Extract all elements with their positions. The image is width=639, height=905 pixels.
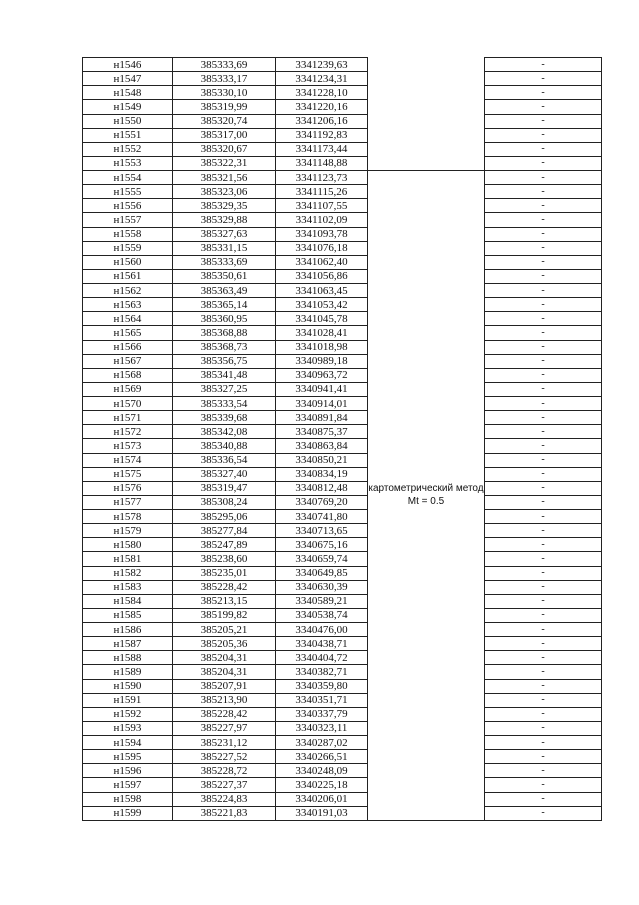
y-coordinate-cell: 3340266,51 <box>276 750 368 764</box>
x-coordinate-cell: 385333,69 <box>173 255 276 269</box>
table-row <box>83 312 602 326</box>
accuracy-cell: - <box>485 312 602 326</box>
x-coordinate-cell: 385330,10 <box>173 86 276 100</box>
point-id-cell: н1569 <box>83 382 173 396</box>
table-row <box>83 298 602 312</box>
table-row <box>83 382 602 396</box>
point-id-cell: н1551 <box>83 128 173 142</box>
point-id-cell: н1550 <box>83 114 173 128</box>
table-row <box>83 623 602 637</box>
table-row <box>83 368 602 382</box>
accuracy-cell: - <box>485 721 602 735</box>
accuracy-cell: - <box>485 594 602 608</box>
table-row <box>83 707 602 721</box>
y-coordinate-cell: 3340863,84 <box>276 439 368 453</box>
x-coordinate-cell: 385319,99 <box>173 100 276 114</box>
accuracy-cell: - <box>485 298 602 312</box>
table-row <box>83 721 602 735</box>
accuracy-cell: - <box>485 227 602 241</box>
table-row <box>83 269 602 283</box>
y-coordinate-cell: 3341063,45 <box>276 284 368 298</box>
point-id-cell: н1587 <box>83 637 173 651</box>
accuracy-cell: - <box>485 764 602 778</box>
point-id-cell: н1595 <box>83 750 173 764</box>
y-coordinate-cell: 3340404,72 <box>276 651 368 665</box>
x-coordinate-cell: 385360,95 <box>173 312 276 326</box>
y-coordinate-cell: 3341123,73 <box>276 171 368 185</box>
x-coordinate-cell: 385228,42 <box>173 580 276 594</box>
y-coordinate-cell: 3341115,26 <box>276 185 368 199</box>
table-row <box>83 778 602 792</box>
table-row <box>83 608 602 622</box>
point-id-cell: н1592 <box>83 707 173 721</box>
table-row <box>83 227 602 241</box>
y-coordinate-cell: 3341053,42 <box>276 298 368 312</box>
accuracy-cell: - <box>485 552 602 566</box>
table-row <box>83 326 602 340</box>
y-coordinate-cell: 3340538,74 <box>276 608 368 622</box>
point-id-cell: н1597 <box>83 778 173 792</box>
x-coordinate-cell: 385308,24 <box>173 495 276 509</box>
table-row <box>83 185 602 199</box>
y-coordinate-cell: 3340713,65 <box>276 524 368 538</box>
coordinates-table-body <box>83 58 602 821</box>
point-id-cell: н1554 <box>83 171 173 185</box>
accuracy-cell: - <box>485 439 602 453</box>
y-coordinate-cell: 3340359,80 <box>276 679 368 693</box>
table-row <box>83 651 602 665</box>
table-row <box>83 679 602 693</box>
y-coordinate-cell: 3340382,71 <box>276 665 368 679</box>
accuracy-cell: - <box>485 199 602 213</box>
accuracy-cell: - <box>485 86 602 100</box>
y-coordinate-cell: 3341173,44 <box>276 142 368 156</box>
x-coordinate-cell: 385320,74 <box>173 114 276 128</box>
x-coordinate-cell: 385331,15 <box>173 241 276 255</box>
x-coordinate-cell: 385235,01 <box>173 566 276 580</box>
point-id-cell: н1576 <box>83 481 173 495</box>
point-id-cell: н1565 <box>83 326 173 340</box>
y-coordinate-cell: 3340941,41 <box>276 382 368 396</box>
y-coordinate-cell: 3340248,09 <box>276 764 368 778</box>
x-coordinate-cell: 385227,37 <box>173 778 276 792</box>
accuracy-cell: - <box>485 566 602 580</box>
table-row <box>83 340 602 354</box>
y-coordinate-cell: 3340589,21 <box>276 594 368 608</box>
y-coordinate-cell: 3341148,88 <box>276 156 368 170</box>
point-id-cell: н1594 <box>83 736 173 750</box>
y-coordinate-cell: 3341045,78 <box>276 312 368 326</box>
table-row <box>83 142 602 156</box>
x-coordinate-cell: 385207,91 <box>173 679 276 693</box>
x-coordinate-cell: 385221,83 <box>173 806 276 820</box>
y-coordinate-cell: 3341062,40 <box>276 255 368 269</box>
accuracy-cell: - <box>485 100 602 114</box>
point-id-cell: н1581 <box>83 552 173 566</box>
point-id-cell: н1548 <box>83 86 173 100</box>
y-coordinate-cell: 3341056,86 <box>276 269 368 283</box>
accuracy-cell: - <box>485 397 602 411</box>
point-id-cell: н1568 <box>83 368 173 382</box>
table-row <box>83 481 602 495</box>
y-coordinate-cell: 3340834,19 <box>276 467 368 481</box>
y-coordinate-cell: 3341093,78 <box>276 227 368 241</box>
point-id-cell: н1553 <box>83 156 173 170</box>
x-coordinate-cell: 385333,17 <box>173 72 276 86</box>
y-coordinate-cell: 3340337,79 <box>276 707 368 721</box>
accuracy-cell: - <box>485 114 602 128</box>
x-coordinate-cell: 385319,47 <box>173 481 276 495</box>
point-id-cell: н1583 <box>83 580 173 594</box>
x-coordinate-cell: 385213,15 <box>173 594 276 608</box>
x-coordinate-cell: 385333,54 <box>173 397 276 411</box>
table-row <box>83 453 602 467</box>
x-coordinate-cell: 385204,31 <box>173 651 276 665</box>
point-id-cell: н1566 <box>83 340 173 354</box>
table-row <box>83 736 602 750</box>
y-coordinate-cell: 3340875,37 <box>276 425 368 439</box>
point-id-cell: н1571 <box>83 411 173 425</box>
accuracy-cell: - <box>485 354 602 368</box>
y-coordinate-cell: 3340287,02 <box>276 736 368 750</box>
accuracy-cell: - <box>485 185 602 199</box>
table-row <box>83 580 602 594</box>
table-row <box>83 495 602 509</box>
y-coordinate-cell: 3341234,31 <box>276 72 368 86</box>
accuracy-cell: - <box>485 326 602 340</box>
point-id-cell: н1562 <box>83 284 173 298</box>
x-coordinate-cell: 385321,56 <box>173 171 276 185</box>
y-coordinate-cell: 3340741,80 <box>276 510 368 524</box>
y-coordinate-cell: 3341239,63 <box>276 58 368 72</box>
accuracy-cell: - <box>485 284 602 298</box>
table-row <box>83 750 602 764</box>
point-id-cell: н1546 <box>83 58 173 72</box>
accuracy-cell: - <box>485 411 602 425</box>
table-row <box>83 128 602 142</box>
point-id-cell: н1586 <box>83 623 173 637</box>
x-coordinate-cell: 385339,68 <box>173 411 276 425</box>
method-description: картометрический метод Mt = 0.5 <box>368 171 485 821</box>
x-coordinate-cell: 385317,00 <box>173 128 276 142</box>
point-id-cell: н1549 <box>83 100 173 114</box>
point-id-cell: н1570 <box>83 397 173 411</box>
y-coordinate-cell: 3340225,18 <box>276 778 368 792</box>
x-coordinate-cell: 385341,48 <box>173 368 276 382</box>
point-id-cell: н1552 <box>83 142 173 156</box>
x-coordinate-cell: 385204,31 <box>173 665 276 679</box>
table-row <box>83 255 602 269</box>
y-coordinate-cell: 3340812,48 <box>276 481 368 495</box>
y-coordinate-cell: 3340914,01 <box>276 397 368 411</box>
point-id-cell: н1559 <box>83 241 173 255</box>
table-row <box>83 538 602 552</box>
x-coordinate-cell: 385227,97 <box>173 721 276 735</box>
accuracy-cell: - <box>485 269 602 283</box>
y-coordinate-cell: 3340659,74 <box>276 552 368 566</box>
table-row <box>83 524 602 538</box>
accuracy-cell: - <box>485 453 602 467</box>
table-row <box>83 284 602 298</box>
x-coordinate-cell: 385238,60 <box>173 552 276 566</box>
accuracy-cell: - <box>485 213 602 227</box>
y-coordinate-cell: 3340769,20 <box>276 495 368 509</box>
x-coordinate-cell: 385368,73 <box>173 340 276 354</box>
accuracy-cell: - <box>485 637 602 651</box>
table-row <box>83 665 602 679</box>
coordinates-table <box>82 57 602 821</box>
x-coordinate-cell: 385329,88 <box>173 213 276 227</box>
x-coordinate-cell: 385363,49 <box>173 284 276 298</box>
table-row <box>83 58 602 72</box>
table-row <box>83 354 602 368</box>
table-row <box>83 241 602 255</box>
y-coordinate-cell: 3340891,84 <box>276 411 368 425</box>
x-coordinate-cell: 385199,82 <box>173 608 276 622</box>
point-id-cell: н1555 <box>83 185 173 199</box>
table-row <box>83 171 602 185</box>
x-coordinate-cell: 385213,90 <box>173 693 276 707</box>
accuracy-cell: - <box>485 651 602 665</box>
accuracy-cell: - <box>485 538 602 552</box>
point-id-cell: н1584 <box>83 594 173 608</box>
y-coordinate-cell: 3340323,11 <box>276 721 368 735</box>
accuracy-cell: - <box>485 750 602 764</box>
point-id-cell: н1588 <box>83 651 173 665</box>
y-coordinate-cell: 3340438,71 <box>276 637 368 651</box>
x-coordinate-cell: 385227,52 <box>173 750 276 764</box>
table-row <box>83 637 602 651</box>
x-coordinate-cell: 385205,21 <box>173 623 276 637</box>
point-id-cell: н1558 <box>83 227 173 241</box>
table-row <box>83 566 602 580</box>
point-id-cell: н1557 <box>83 213 173 227</box>
accuracy-cell: - <box>485 58 602 72</box>
accuracy-cell: - <box>485 368 602 382</box>
point-id-cell: н1593 <box>83 721 173 735</box>
point-id-cell: н1572 <box>83 425 173 439</box>
x-coordinate-cell: 385228,72 <box>173 764 276 778</box>
y-coordinate-cell: 3341028,41 <box>276 326 368 340</box>
accuracy-cell: - <box>485 792 602 806</box>
x-coordinate-cell: 385224,83 <box>173 792 276 806</box>
method-cell-empty <box>368 58 485 171</box>
table-row <box>83 114 602 128</box>
point-id-cell: н1578 <box>83 510 173 524</box>
x-coordinate-cell: 385323,06 <box>173 185 276 199</box>
x-coordinate-cell: 385247,89 <box>173 538 276 552</box>
table-row <box>83 425 602 439</box>
x-coordinate-cell: 385277,84 <box>173 524 276 538</box>
table-row <box>83 594 602 608</box>
table-row <box>83 510 602 524</box>
table-row <box>83 411 602 425</box>
table-row <box>83 439 602 453</box>
x-coordinate-cell: 385342,08 <box>173 425 276 439</box>
accuracy-cell: - <box>485 255 602 269</box>
accuracy-cell: - <box>485 241 602 255</box>
x-coordinate-cell: 385336,54 <box>173 453 276 467</box>
y-coordinate-cell: 3340850,21 <box>276 453 368 467</box>
y-coordinate-cell: 3341228,10 <box>276 86 368 100</box>
accuracy-cell: - <box>485 495 602 509</box>
table-row <box>83 72 602 86</box>
point-id-cell: н1575 <box>83 467 173 481</box>
accuracy-cell: - <box>485 510 602 524</box>
table-row <box>83 764 602 778</box>
y-coordinate-cell: 3341220,16 <box>276 100 368 114</box>
y-coordinate-cell: 3340675,16 <box>276 538 368 552</box>
accuracy-cell: - <box>485 679 602 693</box>
y-coordinate-cell: 3340649,85 <box>276 566 368 580</box>
accuracy-cell: - <box>485 806 602 820</box>
accuracy-cell: - <box>485 171 602 185</box>
x-coordinate-cell: 385231,12 <box>173 736 276 750</box>
point-id-cell: н1560 <box>83 255 173 269</box>
point-id-cell: н1564 <box>83 312 173 326</box>
x-coordinate-cell: 385228,42 <box>173 707 276 721</box>
y-coordinate-cell: 3340191,03 <box>276 806 368 820</box>
accuracy-cell: - <box>485 481 602 495</box>
y-coordinate-cell: 3340351,71 <box>276 693 368 707</box>
accuracy-cell: - <box>485 623 602 637</box>
x-coordinate-cell: 385365,14 <box>173 298 276 312</box>
point-id-cell: н1580 <box>83 538 173 552</box>
accuracy-cell: - <box>485 736 602 750</box>
table-row <box>83 693 602 707</box>
x-coordinate-cell: 385368,88 <box>173 326 276 340</box>
point-id-cell: н1547 <box>83 72 173 86</box>
accuracy-cell: - <box>485 665 602 679</box>
point-id-cell: н1561 <box>83 269 173 283</box>
accuracy-cell: - <box>485 72 602 86</box>
y-coordinate-cell: 3341102,09 <box>276 213 368 227</box>
table-row <box>83 397 602 411</box>
accuracy-cell: - <box>485 382 602 396</box>
y-coordinate-cell: 3340476,00 <box>276 623 368 637</box>
point-id-cell: н1573 <box>83 439 173 453</box>
point-id-cell: н1582 <box>83 566 173 580</box>
x-coordinate-cell: 385327,25 <box>173 382 276 396</box>
point-id-cell: н1567 <box>83 354 173 368</box>
point-id-cell: н1596 <box>83 764 173 778</box>
y-coordinate-cell: 3341018,98 <box>276 340 368 354</box>
point-id-cell: н1585 <box>83 608 173 622</box>
accuracy-cell: - <box>485 778 602 792</box>
point-id-cell: н1556 <box>83 199 173 213</box>
accuracy-cell: - <box>485 580 602 594</box>
point-id-cell: н1598 <box>83 792 173 806</box>
table-row <box>83 792 602 806</box>
point-id-cell: н1599 <box>83 806 173 820</box>
table-row <box>83 806 602 820</box>
x-coordinate-cell: 385329,35 <box>173 199 276 213</box>
point-id-cell: н1590 <box>83 679 173 693</box>
x-coordinate-cell: 385340,88 <box>173 439 276 453</box>
accuracy-cell: - <box>485 524 602 538</box>
accuracy-cell: - <box>485 142 602 156</box>
accuracy-cell: - <box>485 156 602 170</box>
x-coordinate-cell: 385295,06 <box>173 510 276 524</box>
y-coordinate-cell: 3340963,72 <box>276 368 368 382</box>
y-coordinate-cell: 3341107,55 <box>276 199 368 213</box>
accuracy-cell: - <box>485 467 602 481</box>
x-coordinate-cell: 385320,67 <box>173 142 276 156</box>
point-id-cell: н1574 <box>83 453 173 467</box>
accuracy-cell: - <box>485 693 602 707</box>
point-id-cell: н1589 <box>83 665 173 679</box>
point-id-cell: н1577 <box>83 495 173 509</box>
point-id-cell: н1563 <box>83 298 173 312</box>
table-row <box>83 86 602 100</box>
accuracy-cell: - <box>485 707 602 721</box>
x-coordinate-cell: 385350,61 <box>173 269 276 283</box>
x-coordinate-cell: 385322,31 <box>173 156 276 170</box>
y-coordinate-cell: 3341076,18 <box>276 241 368 255</box>
y-coordinate-cell: 3341192,83 <box>276 128 368 142</box>
x-coordinate-cell: 385327,40 <box>173 467 276 481</box>
table-row <box>83 199 602 213</box>
accuracy-cell: - <box>485 128 602 142</box>
x-coordinate-cell: 385327,63 <box>173 227 276 241</box>
table-row <box>83 467 602 481</box>
x-coordinate-cell: 385205,36 <box>173 637 276 651</box>
y-coordinate-cell: 3341206,16 <box>276 114 368 128</box>
table-row <box>83 156 602 170</box>
table-row <box>83 100 602 114</box>
accuracy-cell: - <box>485 340 602 354</box>
y-coordinate-cell: 3340989,18 <box>276 354 368 368</box>
accuracy-cell: - <box>485 425 602 439</box>
y-coordinate-cell: 3340630,39 <box>276 580 368 594</box>
table-row <box>83 552 602 566</box>
x-coordinate-cell: 385356,75 <box>173 354 276 368</box>
y-coordinate-cell: 3340206,01 <box>276 792 368 806</box>
point-id-cell: н1579 <box>83 524 173 538</box>
table-row <box>83 213 602 227</box>
accuracy-cell: - <box>485 608 602 622</box>
point-id-cell: н1591 <box>83 693 173 707</box>
x-coordinate-cell: 385333,69 <box>173 58 276 72</box>
